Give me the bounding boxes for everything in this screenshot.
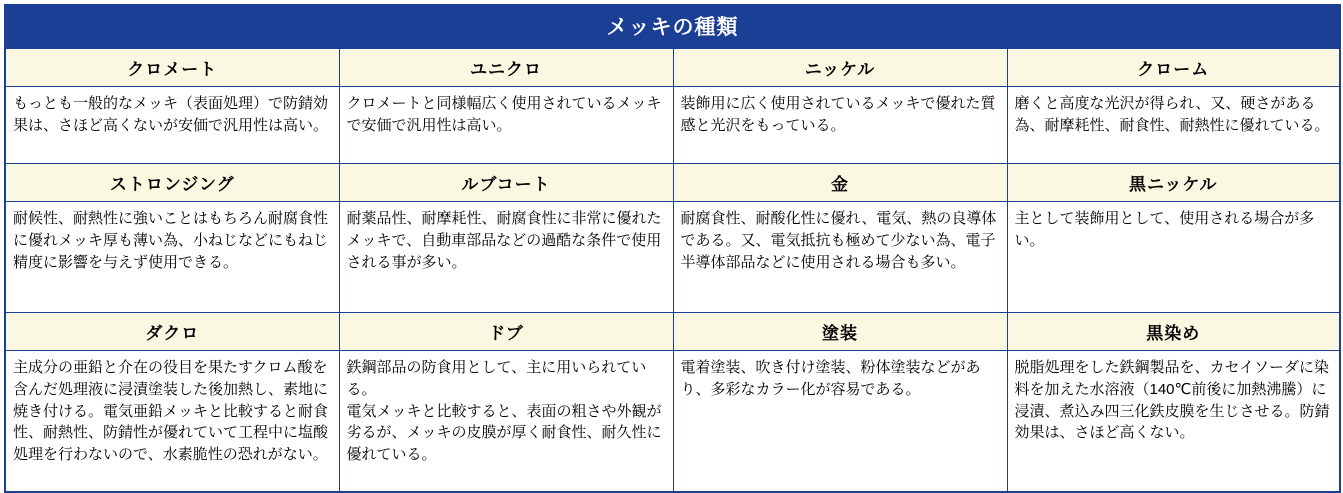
table-row [5, 87, 1340, 164]
description-paragraph: 耐候性、耐熱性に強いことはもちろん耐腐食性に優れメッキ厚も薄い為、小ねじなどにもねじ精度に影響を与えず使用できる。 [13, 210, 329, 271]
description-cell [1007, 202, 1340, 313]
description-cell [339, 202, 673, 313]
description-paragraph: 耐薬品性、耐摩耗性、耐腐食性に非常に優れたメッキで、自動車部品などの過酷な条件で使用される事が多い。 [346, 210, 662, 271]
table-row [5, 202, 1340, 313]
column-header: ダクロ [5, 313, 339, 351]
header-row-3 [5, 313, 1340, 351]
column-header: ストロンジング [5, 164, 339, 202]
column-header: クロメート [5, 48, 339, 87]
description-cell [5, 202, 339, 313]
description-paragraph: 電着塗装、吹き付け塗装、粉体塗装などがあり、多彩なカラー化が容易である。 [680, 359, 981, 398]
column-header: ユニクロ [339, 48, 673, 87]
plating-types-table [4, 4, 1341, 493]
description-paragraph: 電気メッキと比較すると、表面の粗さや外観が劣るが、メッキの皮膜が厚く耐食性、耐久性に優れている。 [346, 402, 662, 463]
description-cell [5, 87, 339, 164]
description-paragraph: 主成分の亜鉛と介在の役目を果たすクロム酸を含んだ処理液に浸漬塗装した後加熱し、素地に焼き付ける。電気亜鉛メッキと比較すると耐食性、耐熱性、防錆性が優れていて工程中に塩酸処理を行わないので、水素脆性の恐れがない。 [13, 359, 329, 463]
column-header: 塗装 [673, 313, 1007, 351]
column-header: ルブコート [339, 164, 673, 202]
column-header: ドブ [339, 313, 673, 351]
column-header: クローム [1007, 48, 1340, 87]
description-cell [339, 351, 673, 493]
table-title: メッキの種類 [5, 5, 1340, 48]
header-row-2 [5, 164, 1340, 202]
description-paragraph: もっとも一般的なメッキ（表面処理）で防錆効果は、さほど高くないが安価で汎用性は高い。 [13, 95, 329, 134]
description-paragraph: 耐腐食性、耐酸化性に優れ、電気、熱の良導体である。又、電気抵抗も極めて少ない為、電子半導体部品などに使用される場合も多い。 [680, 210, 997, 271]
description-paragraph: クロメートと同様幅広く使用されているメッキで安価で汎用性は高い。 [346, 95, 662, 134]
description-cell [673, 351, 1007, 493]
description-paragraph: 装飾用に広く使用されているメッキで優れた質感と光沢をもっている。 [680, 95, 996, 134]
description-cell [673, 202, 1007, 313]
description-cell [1007, 87, 1340, 164]
column-header: ニッケル [673, 48, 1007, 87]
description-cell [1007, 351, 1340, 493]
table-title-row [5, 5, 1340, 48]
header-row-1 [5, 48, 1340, 87]
column-header: 黒ニッケル [1007, 164, 1340, 202]
column-header: 金 [673, 164, 1007, 202]
description-cell [673, 87, 1007, 164]
description-paragraph: 主として装飾用として、使用される場合が多い。 [1014, 210, 1315, 249]
column-header: 黒染め [1007, 313, 1340, 351]
description-cell [5, 351, 339, 493]
description-paragraph: 鉄鋼部品の防食用として、主に用いられている。 [346, 359, 647, 398]
description-paragraph: 脱脂処理をした鉄鋼製品を、カセイソーダに染料を加えた水溶液（140℃前後に加熱沸騰）に浸漬、煮込み四三化鉄皮膜を生じさせる。防錆効果は、さほど高くない。 [1014, 359, 1330, 442]
description-cell [339, 87, 673, 164]
description-paragraph: 磨くと高度な光沢が得られ、又、硬さがある為、耐摩耗性、耐食性、耐熱性に優れている。 [1014, 95, 1330, 134]
table-row [5, 351, 1340, 493]
